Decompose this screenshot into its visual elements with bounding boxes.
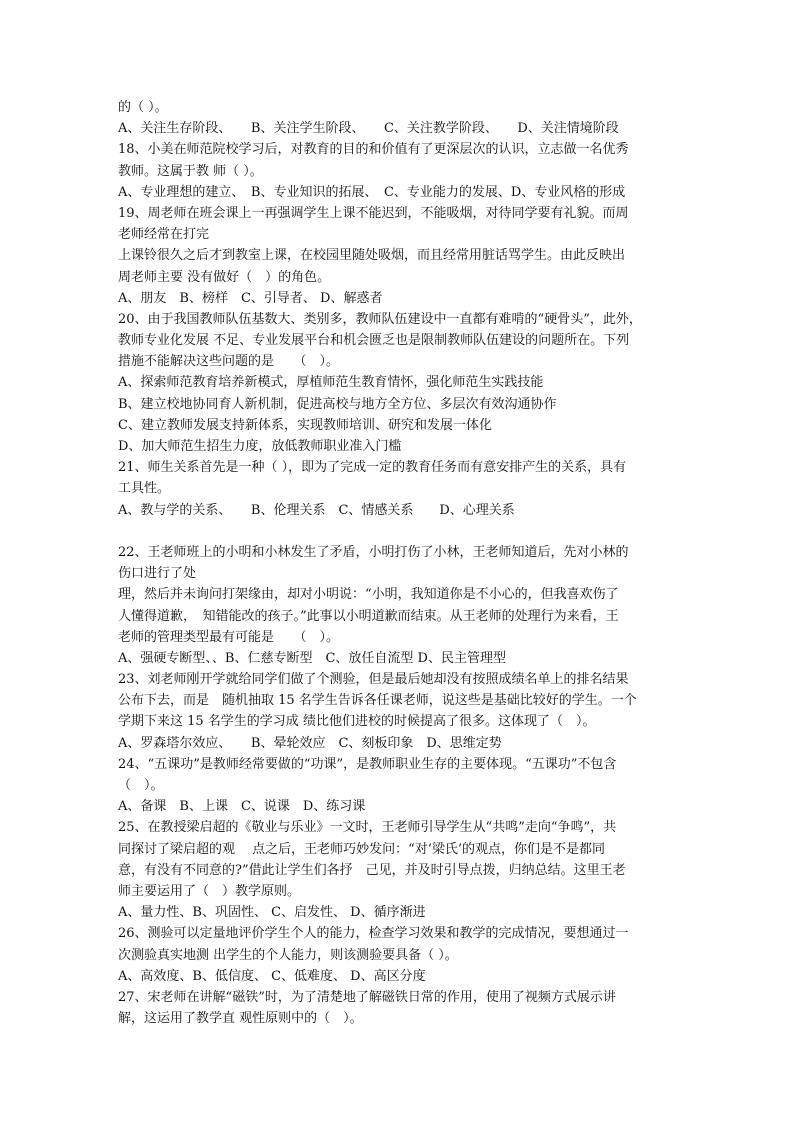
option-line: C、建立教师发展支持新体系，实现教师培训、研究和发展一体化	[118, 417, 492, 433]
text-line: 老师的管理类型最有可能是 （ ）。	[118, 629, 340, 645]
question-line: 20、由于我国教师队伍基数大、类别多，教师队伍建设中一直都有难啃的“硬骨头”，此外，	[118, 311, 642, 327]
question-line: 23、刘老师刚开学就给同学们做了个测验，但是最后她却没有按照成绩名单上的排名结果	[118, 672, 629, 688]
text-line: 工具性。	[118, 481, 171, 497]
question-line: 22、王老师班上的小明和小林发生了矛盾，小明打伤了小林，王老师知道后，先对小林的	[118, 544, 629, 560]
text-line: 周老师主要 没有做好（ ）的角色。	[118, 269, 331, 285]
text-line: （ ）。	[118, 778, 164, 793]
text-line: 伤口进行了处	[118, 566, 197, 582]
document-page	[118, 97, 684, 1029]
text-line: 措施不能解决这些问题的是 （ ）。	[118, 354, 340, 370]
option-line: A、罗森塔尔效应、 B、晕轮效应 C、刻板印象 D、思维定势	[118, 735, 502, 751]
option-line: A、高效度、B、低信度、 C、低难度、 D、高区分度	[118, 968, 426, 984]
option-line: A、专业理想的建立、 B、专业知识的拓展、 C、专业能力的发展、D、专业风格的形成	[118, 184, 626, 200]
text-line: 的（ ）。	[118, 100, 168, 115]
text-line: 解，这运用了教学直 观性原则中的（ ）。	[118, 1011, 363, 1027]
option-line: D、加大师范生招生力度，放低教师职业准入门槛	[118, 439, 402, 454]
text-line: 上课铃很久之后才到教室上课，在校园里随处吸烟，而且经常用脏话骂学生。由此反映出	[118, 248, 626, 264]
question-line: 18、小美在师范院校学习后，对教育的目的和价值有了更深层次的认识，立志做一名优秀	[118, 142, 629, 158]
option-line: A、关注生存阶段、 B、关注学生阶段、 C、关注教学阶段、 D、关注情境阶段	[118, 121, 619, 137]
option-line: B、建立校地协同育人新机制，促进高校与地方全方位、多层次有效沟通协作	[118, 396, 557, 412]
text-line: 意，有没有不同意的?”借此让学生们各抒 己见，并及时引导点拨，归纳总结。这里王老	[118, 862, 626, 878]
text-line: 学期下来这 15 名学生的学习成 绩比他们进校的时候提高了很多。这体现了（ ）。	[118, 714, 596, 730]
question-line: 21、师生关系首先是一种（ ），即为了完成一定的教育任务而有意安排产生的关系，具有	[118, 460, 627, 476]
text-line: 人懂得道歉， 知错能改的孩子。”此事以小明道歉而结束。从王老师的处理行为来看，王	[118, 608, 619, 624]
question-line: 25、在教授梁启超的《敬业与乐业》一文时，王老师引导学生从“共鸣”走向“争鸣”，共	[118, 820, 617, 836]
text-line: 同探讨了梁启超的观 点之后，王老师巧妙发问：“对‘梁氏’的观点，你们是不是都同	[118, 841, 606, 857]
option-line: A、备课 B、上课 C、说课 D、练习课	[118, 799, 366, 815]
text-line: 教师。这属于教 师（ ）。	[118, 163, 263, 179]
question-line: 26、测验可以定量地评价学生个人的能力，检查学习效果和教学的完成情况，要想通过一	[118, 926, 629, 942]
option-line: A、朋友 B、榜样 C、引导者、 D、解惑者	[118, 290, 383, 306]
text-line: 理，然后并未询问打架缘由，却对小明说：“小明，我知道你是不小心的，但我喜欢伤了	[118, 587, 619, 603]
text-line: 次测验真实地测 出学生的个人能力，则该测验要具备（ ）。	[118, 947, 458, 963]
question-line: 19、周老师在班会课上一再强调学生上课不能迟到，不能吸烟，对待同学要有礼貌。而周	[118, 205, 629, 221]
blank-line	[118, 521, 684, 542]
question-line: 24、“五课功”是教师经常要做的“功课”，是教师职业生存的主要体现。“五课功”不包含	[118, 756, 617, 772]
option-line: A、强硬专断型、、B、仁慈专断型 C、放任自流型 D、民主管理型	[118, 650, 506, 666]
option-line: A、探索师范教育培养新模式，厚植师范生教育情怀，强化师范生实践技能	[118, 375, 544, 391]
option-line: A、教与学的关系、 B、伦理关系 C、情感关系 D、心理关系	[118, 502, 515, 518]
question-line: 27、宋老师在讲解“磁铁”时，为了清楚地了解磁铁日常的作用，使用了视频方式展示讲	[118, 989, 616, 1005]
option-line: A、量力性、B、巩固性、 C、启发性、 D、循序渐进	[118, 905, 426, 921]
text-line: 公布下去，而是 随机抽取 15 名学生告诉各任课老师，说这些是基础比较好的学生。一个	[118, 693, 637, 709]
text-line: 师主要运用了（ ）教学原则。	[118, 883, 301, 899]
text-line: 老师经常在打完	[118, 227, 210, 243]
text-line: 教师专业化发展 不足、专业发展平台和机会匮乏也是限制教师队伍建设的问题所在。下列	[118, 333, 630, 349]
